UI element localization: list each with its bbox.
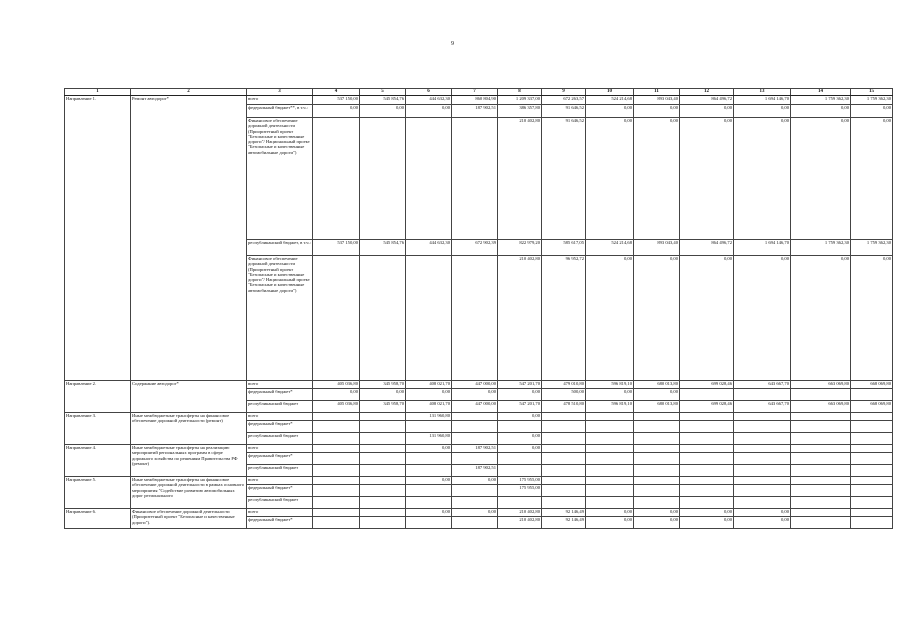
- amount-cell: [313, 517, 360, 529]
- amount-cell: 0,00: [634, 118, 680, 240]
- amount-cell: 0,00: [406, 477, 452, 485]
- amount-cell: [851, 485, 893, 497]
- column-header: 13: [734, 89, 791, 96]
- funding-source: республиканский бюджет: [247, 433, 313, 445]
- header-row: [65, 89, 893, 96]
- column-header: 8: [498, 89, 542, 96]
- direction-label: Направление 1.: [65, 96, 131, 381]
- amount-cell: 699 028,46: [680, 381, 734, 389]
- direction-description: Ремонт автодорог*: [131, 96, 247, 381]
- funding-source: республиканский бюджет: [247, 497, 313, 509]
- amount-cell: 131 960,80: [406, 413, 452, 421]
- amount-cell: 345 958,70: [360, 401, 406, 413]
- amount-cell: [498, 465, 542, 477]
- amount-cell: 537 150,00: [313, 96, 360, 105]
- amount-cell: 893 043,40: [634, 96, 680, 105]
- amount-cell: 545 854,76: [360, 240, 406, 256]
- amount-cell: 444 632,30: [406, 240, 452, 256]
- amount-cell: 643 667,70: [734, 401, 791, 413]
- amount-cell: 447 000,00: [452, 401, 498, 413]
- amount-cell: 822 979,20: [498, 240, 542, 256]
- column-header: 9: [542, 89, 586, 96]
- amount-cell: [406, 118, 452, 240]
- amount-cell: [313, 509, 360, 517]
- amount-cell: 0,00: [586, 105, 634, 118]
- amount-cell: [586, 477, 634, 485]
- amount-cell: [542, 433, 586, 445]
- funding-source: всего: [247, 96, 313, 105]
- amount-cell: [734, 485, 791, 497]
- amount-cell: 478 510,80: [542, 401, 586, 413]
- amount-cell: [360, 517, 406, 529]
- amount-cell: 1 759 362,30: [851, 96, 893, 105]
- amount-cell: [634, 465, 680, 477]
- amount-cell: 92 146,49: [542, 509, 586, 517]
- amount-cell: [791, 445, 851, 453]
- amount-cell: 0,00: [313, 105, 360, 118]
- amount-cell: [313, 445, 360, 453]
- amount-cell: 1 759 362,30: [791, 96, 851, 105]
- amount-cell: 668 069,80: [851, 401, 893, 413]
- amount-cell: [498, 497, 542, 509]
- amount-cell: 596 819,10: [586, 401, 634, 413]
- amount-cell: [498, 421, 542, 433]
- funding-source: Финансовое обеспечение дорожной деятельности (Приоритетный проект "Безопасные и качественные дороги"/ Национальный проект "Безопасные и качественные автомобильные дороги"): [247, 256, 313, 381]
- amount-cell: 408 021,70: [406, 381, 452, 389]
- amount-cell: [791, 497, 851, 509]
- amount-cell: 0,00: [498, 389, 542, 401]
- amount-cell: 596 819,10: [586, 381, 634, 389]
- table-row: [65, 445, 893, 453]
- amount-cell: [313, 453, 360, 465]
- amount-cell: [634, 497, 680, 509]
- amount-cell: [586, 413, 634, 421]
- amount-cell: [406, 497, 452, 509]
- direction-description: Иные межбюджетные трансферты на реализацию мероприятий региональных программ в сфере дорожного хозяйства по решениям Правительства РФ (ремонт): [131, 445, 247, 477]
- amount-cell: [313, 256, 360, 381]
- amount-cell: [313, 497, 360, 509]
- amount-cell: 680 013,80: [634, 401, 680, 413]
- amount-cell: [851, 421, 893, 433]
- amount-cell: 0,00: [680, 509, 734, 517]
- amount-cell: [734, 421, 791, 433]
- amount-cell: [791, 413, 851, 421]
- amount-cell: 0,00: [680, 105, 734, 118]
- amount-cell: [680, 497, 734, 509]
- amount-cell: [542, 477, 586, 485]
- amount-cell: [452, 453, 498, 465]
- amount-cell: [586, 465, 634, 477]
- funding-source: Финансовое обеспечение дорожной деятельности (Приоритетный проект "Безопасные и качественные дороги"/ Национальный проект "Безопасные и качественные автомобильные дороги"): [247, 118, 313, 240]
- amount-cell: [313, 477, 360, 485]
- amount-cell: 187 902,51: [452, 105, 498, 118]
- amount-cell: 0,00: [734, 256, 791, 381]
- amount-cell: 405 036,80: [313, 381, 360, 389]
- direction-description: Иные межбюджетные трансферты на финансовое обеспечение дорожной деятельности (ремонт): [131, 413, 247, 445]
- funding-source: федеральный бюджет*: [247, 453, 313, 465]
- amount-cell: 500,00: [542, 389, 586, 401]
- amount-cell: 524 214,68: [586, 240, 634, 256]
- amount-cell: [360, 497, 406, 509]
- direction-label: Направление 6.: [65, 509, 131, 529]
- amount-cell: 0,00: [634, 509, 680, 517]
- amount-cell: 1 759 362,30: [851, 240, 893, 256]
- amount-cell: 585 617,05: [542, 240, 586, 256]
- amount-cell: [680, 389, 734, 401]
- amount-cell: 524 214,68: [586, 96, 634, 105]
- amount-cell: 210 402,80: [498, 509, 542, 517]
- amount-cell: [851, 517, 893, 529]
- funding-source: республиканский бюджет, в т.ч.:: [247, 240, 313, 256]
- table-row: [65, 381, 893, 389]
- amount-cell: [406, 517, 452, 529]
- column-header: 10: [586, 89, 634, 96]
- amount-cell: [734, 453, 791, 465]
- amount-cell: [360, 453, 406, 465]
- amount-cell: [851, 465, 893, 477]
- amount-cell: 444 632,30: [406, 96, 452, 105]
- amount-cell: 386 357,80: [498, 105, 542, 118]
- amount-cell: [851, 497, 893, 509]
- amount-cell: 1 694 146,70: [734, 240, 791, 256]
- amount-cell: [406, 453, 452, 465]
- amount-cell: 672 263,57: [542, 96, 586, 105]
- amount-cell: [851, 509, 893, 517]
- amount-cell: [586, 445, 634, 453]
- amount-cell: 0,00: [498, 413, 542, 421]
- amount-cell: [634, 433, 680, 445]
- amount-cell: 0,00: [680, 517, 734, 529]
- amount-cell: 479 010,80: [542, 381, 586, 389]
- amount-cell: [791, 477, 851, 485]
- amount-cell: [360, 485, 406, 497]
- amount-cell: 405 036,80: [313, 401, 360, 413]
- amount-cell: 0,00: [680, 118, 734, 240]
- amount-cell: 210 402,80: [498, 118, 542, 240]
- amount-cell: 447 000,00: [452, 381, 498, 389]
- amount-cell: [791, 453, 851, 465]
- amount-cell: [313, 465, 360, 477]
- amount-cell: [313, 433, 360, 445]
- amount-cell: [360, 465, 406, 477]
- funding-source: федеральный бюджет**, в т.ч.:: [247, 105, 313, 118]
- amount-cell: 131 960,80: [406, 433, 452, 445]
- funding-source: республиканский бюджет: [247, 465, 313, 477]
- amount-cell: [791, 509, 851, 517]
- amount-cell: 545 854,76: [360, 96, 406, 105]
- funding-source: всего: [247, 477, 313, 485]
- amount-cell: [542, 445, 586, 453]
- amount-cell: 0,00: [634, 517, 680, 529]
- amount-cell: 0,00: [851, 256, 893, 381]
- amount-cell: 96 952,72: [542, 256, 586, 381]
- direction-label: Направление 5.: [65, 477, 131, 509]
- amount-cell: 92 146,49: [542, 517, 586, 529]
- amount-cell: 0,00: [734, 517, 791, 529]
- table-row: [65, 413, 893, 421]
- funding-source: всего: [247, 413, 313, 421]
- amount-cell: 91 646,52: [542, 105, 586, 118]
- amount-cell: 0,00: [586, 118, 634, 240]
- amount-cell: [452, 421, 498, 433]
- amount-cell: 0,00: [498, 433, 542, 445]
- amount-cell: 91 646,52: [542, 118, 586, 240]
- amount-cell: [634, 445, 680, 453]
- page-number: 9: [451, 41, 454, 47]
- amount-cell: [360, 477, 406, 485]
- amount-cell: 1 694 146,70: [734, 96, 791, 105]
- amount-cell: 0,00: [406, 445, 452, 453]
- amount-cell: 668 069,80: [851, 381, 893, 389]
- amount-cell: 699 028,46: [680, 401, 734, 413]
- amount-cell: [586, 497, 634, 509]
- amount-cell: [452, 497, 498, 509]
- amount-cell: 0,00: [406, 389, 452, 401]
- amount-cell: [680, 465, 734, 477]
- amount-cell: [791, 433, 851, 445]
- amount-cell: 663 069,80: [791, 401, 851, 413]
- amount-cell: 0,00: [452, 477, 498, 485]
- amount-cell: [851, 453, 893, 465]
- amount-cell: 0,00: [498, 445, 542, 453]
- column-header: 14: [791, 89, 851, 96]
- amount-cell: [406, 485, 452, 497]
- funding-source: республиканский бюджет: [247, 401, 313, 413]
- funding-source: федеральный бюджет*: [247, 421, 313, 433]
- amount-cell: 643 667,70: [734, 381, 791, 389]
- amount-cell: 187 902,51: [452, 445, 498, 453]
- amount-cell: [634, 453, 680, 465]
- amount-cell: [452, 256, 498, 381]
- amount-cell: [360, 445, 406, 453]
- amount-cell: 0,00: [734, 509, 791, 517]
- funding-source: всего: [247, 509, 313, 517]
- table-row: [65, 509, 893, 517]
- amount-cell: [634, 477, 680, 485]
- amount-cell: [313, 413, 360, 421]
- amount-cell: 345 958,70: [360, 381, 406, 389]
- amount-cell: [680, 485, 734, 497]
- amount-cell: [586, 421, 634, 433]
- amount-cell: [360, 433, 406, 445]
- amount-cell: [360, 509, 406, 517]
- amount-cell: [586, 485, 634, 497]
- direction-label: Направление 3.: [65, 413, 131, 445]
- amount-cell: 0,00: [452, 509, 498, 517]
- amount-cell: [634, 485, 680, 497]
- amount-cell: [734, 465, 791, 477]
- amount-cell: 210 402,80: [498, 256, 542, 381]
- amount-cell: 0,00: [734, 118, 791, 240]
- amount-cell: [360, 256, 406, 381]
- amount-cell: [498, 453, 542, 465]
- amount-cell: [586, 453, 634, 465]
- amount-cell: 0,00: [586, 509, 634, 517]
- amount-cell: [680, 445, 734, 453]
- amount-cell: 0,00: [586, 256, 634, 381]
- amount-cell: 663 069,80: [791, 381, 851, 389]
- amount-cell: [313, 118, 360, 240]
- amount-cell: 0,00: [680, 256, 734, 381]
- amount-cell: [851, 433, 893, 445]
- column-header: 2: [131, 89, 247, 96]
- amount-cell: 0,00: [452, 389, 498, 401]
- amount-cell: 408 021,70: [406, 401, 452, 413]
- amount-cell: [542, 485, 586, 497]
- amount-cell: [586, 433, 634, 445]
- amount-cell: [406, 256, 452, 381]
- amount-cell: [452, 485, 498, 497]
- amount-cell: 1 759 362,30: [791, 240, 851, 256]
- amount-cell: 0,00: [734, 105, 791, 118]
- table-body: [65, 96, 893, 529]
- amount-cell: 210 402,80: [498, 517, 542, 529]
- column-header: 11: [634, 89, 680, 96]
- amount-cell: [680, 477, 734, 485]
- column-header: 1: [65, 89, 131, 96]
- amount-cell: [734, 497, 791, 509]
- amount-cell: 0,00: [634, 105, 680, 118]
- column-header: 12: [680, 89, 734, 96]
- amount-cell: 0,00: [634, 389, 680, 401]
- amount-cell: [680, 421, 734, 433]
- amount-cell: [452, 517, 498, 529]
- amount-cell: [634, 413, 680, 421]
- amount-cell: 864 496,72: [680, 96, 734, 105]
- amount-cell: 0,00: [406, 105, 452, 118]
- amount-cell: [734, 445, 791, 453]
- table-row: [65, 96, 893, 105]
- funding-source: федеральный бюджет*: [247, 517, 313, 529]
- amount-cell: 0,00: [634, 256, 680, 381]
- amount-cell: [851, 445, 893, 453]
- amount-cell: 0,00: [791, 105, 851, 118]
- amount-cell: [542, 421, 586, 433]
- direction-description: Содержание автодорог*: [131, 381, 247, 413]
- amount-cell: [542, 453, 586, 465]
- amount-cell: [791, 421, 851, 433]
- amount-cell: [851, 477, 893, 485]
- funding-source: федеральный бюджет*: [247, 389, 313, 401]
- amount-cell: [360, 413, 406, 421]
- column-header: 15: [851, 89, 893, 96]
- amount-cell: 893 043,40: [634, 240, 680, 256]
- amount-cell: 175 955,00: [498, 477, 542, 485]
- amount-cell: 0,00: [791, 118, 851, 240]
- column-header: 7: [452, 89, 498, 96]
- amount-cell: 187 902,51: [452, 465, 498, 477]
- amount-cell: [542, 413, 586, 421]
- amount-cell: [734, 433, 791, 445]
- amount-cell: 864 496,72: [680, 240, 734, 256]
- amount-cell: [452, 118, 498, 240]
- amount-cell: [791, 389, 851, 401]
- funding-source: федеральный бюджет*: [247, 485, 313, 497]
- amount-cell: [313, 421, 360, 433]
- amount-cell: [791, 517, 851, 529]
- amount-cell: [680, 413, 734, 421]
- amount-cell: [313, 485, 360, 497]
- funding-source: всего: [247, 381, 313, 389]
- amount-cell: [452, 413, 498, 421]
- amount-cell: [542, 497, 586, 509]
- amount-cell: [542, 465, 586, 477]
- funding-source: всего: [247, 445, 313, 453]
- amount-cell: [452, 433, 498, 445]
- amount-cell: 672 902,39: [452, 240, 498, 256]
- amount-cell: 0,00: [586, 517, 634, 529]
- column-header: 6: [406, 89, 452, 96]
- direction-label: Направление 2.: [65, 381, 131, 413]
- direction-description: Финансовое обеспечение дорожной деятельности (Приоритетный проект "Безопасные и качественные дороги").: [131, 509, 247, 529]
- column-header: 4: [313, 89, 360, 96]
- amount-cell: 0,00: [851, 105, 893, 118]
- amount-cell: [680, 453, 734, 465]
- amount-cell: 547 201,70: [498, 401, 542, 413]
- amount-cell: [734, 477, 791, 485]
- amount-cell: [680, 433, 734, 445]
- amount-cell: 537 150,00: [313, 240, 360, 256]
- amount-cell: 547 201,70: [498, 381, 542, 389]
- direction-description: Иные межбюджетные трансферты на финансовое обеспечение дорожной деятельности в рамках основного мероприятия "Содействие развитию автомобильных дорог регионального: [131, 477, 247, 509]
- amount-cell: 0,00: [360, 105, 406, 118]
- amount-cell: 0,00: [851, 118, 893, 240]
- amount-cell: [360, 118, 406, 240]
- amount-cell: 1 209 337,00: [498, 96, 542, 105]
- amount-cell: [634, 421, 680, 433]
- amount-cell: 0,00: [360, 389, 406, 401]
- amount-cell: [734, 389, 791, 401]
- table-row: [65, 477, 893, 485]
- amount-cell: 175 955,00: [498, 485, 542, 497]
- amount-cell: [734, 413, 791, 421]
- amount-cell: [360, 421, 406, 433]
- amount-cell: [406, 465, 452, 477]
- amount-cell: 0,00: [791, 256, 851, 381]
- amount-cell: 680 013,80: [634, 381, 680, 389]
- direction-label: Направление 4.: [65, 445, 131, 477]
- amount-cell: 0,00: [586, 389, 634, 401]
- column-header: 5: [360, 89, 406, 96]
- amount-cell: 860 804,90: [452, 96, 498, 105]
- column-header: 3: [247, 89, 313, 96]
- amount-cell: [851, 413, 893, 421]
- amount-cell: 0,00: [406, 509, 452, 517]
- amount-cell: 0,00: [313, 389, 360, 401]
- amount-cell: [851, 389, 893, 401]
- budget-table: [64, 88, 893, 529]
- amount-cell: [791, 465, 851, 477]
- amount-cell: [791, 485, 851, 497]
- amount-cell: [406, 421, 452, 433]
